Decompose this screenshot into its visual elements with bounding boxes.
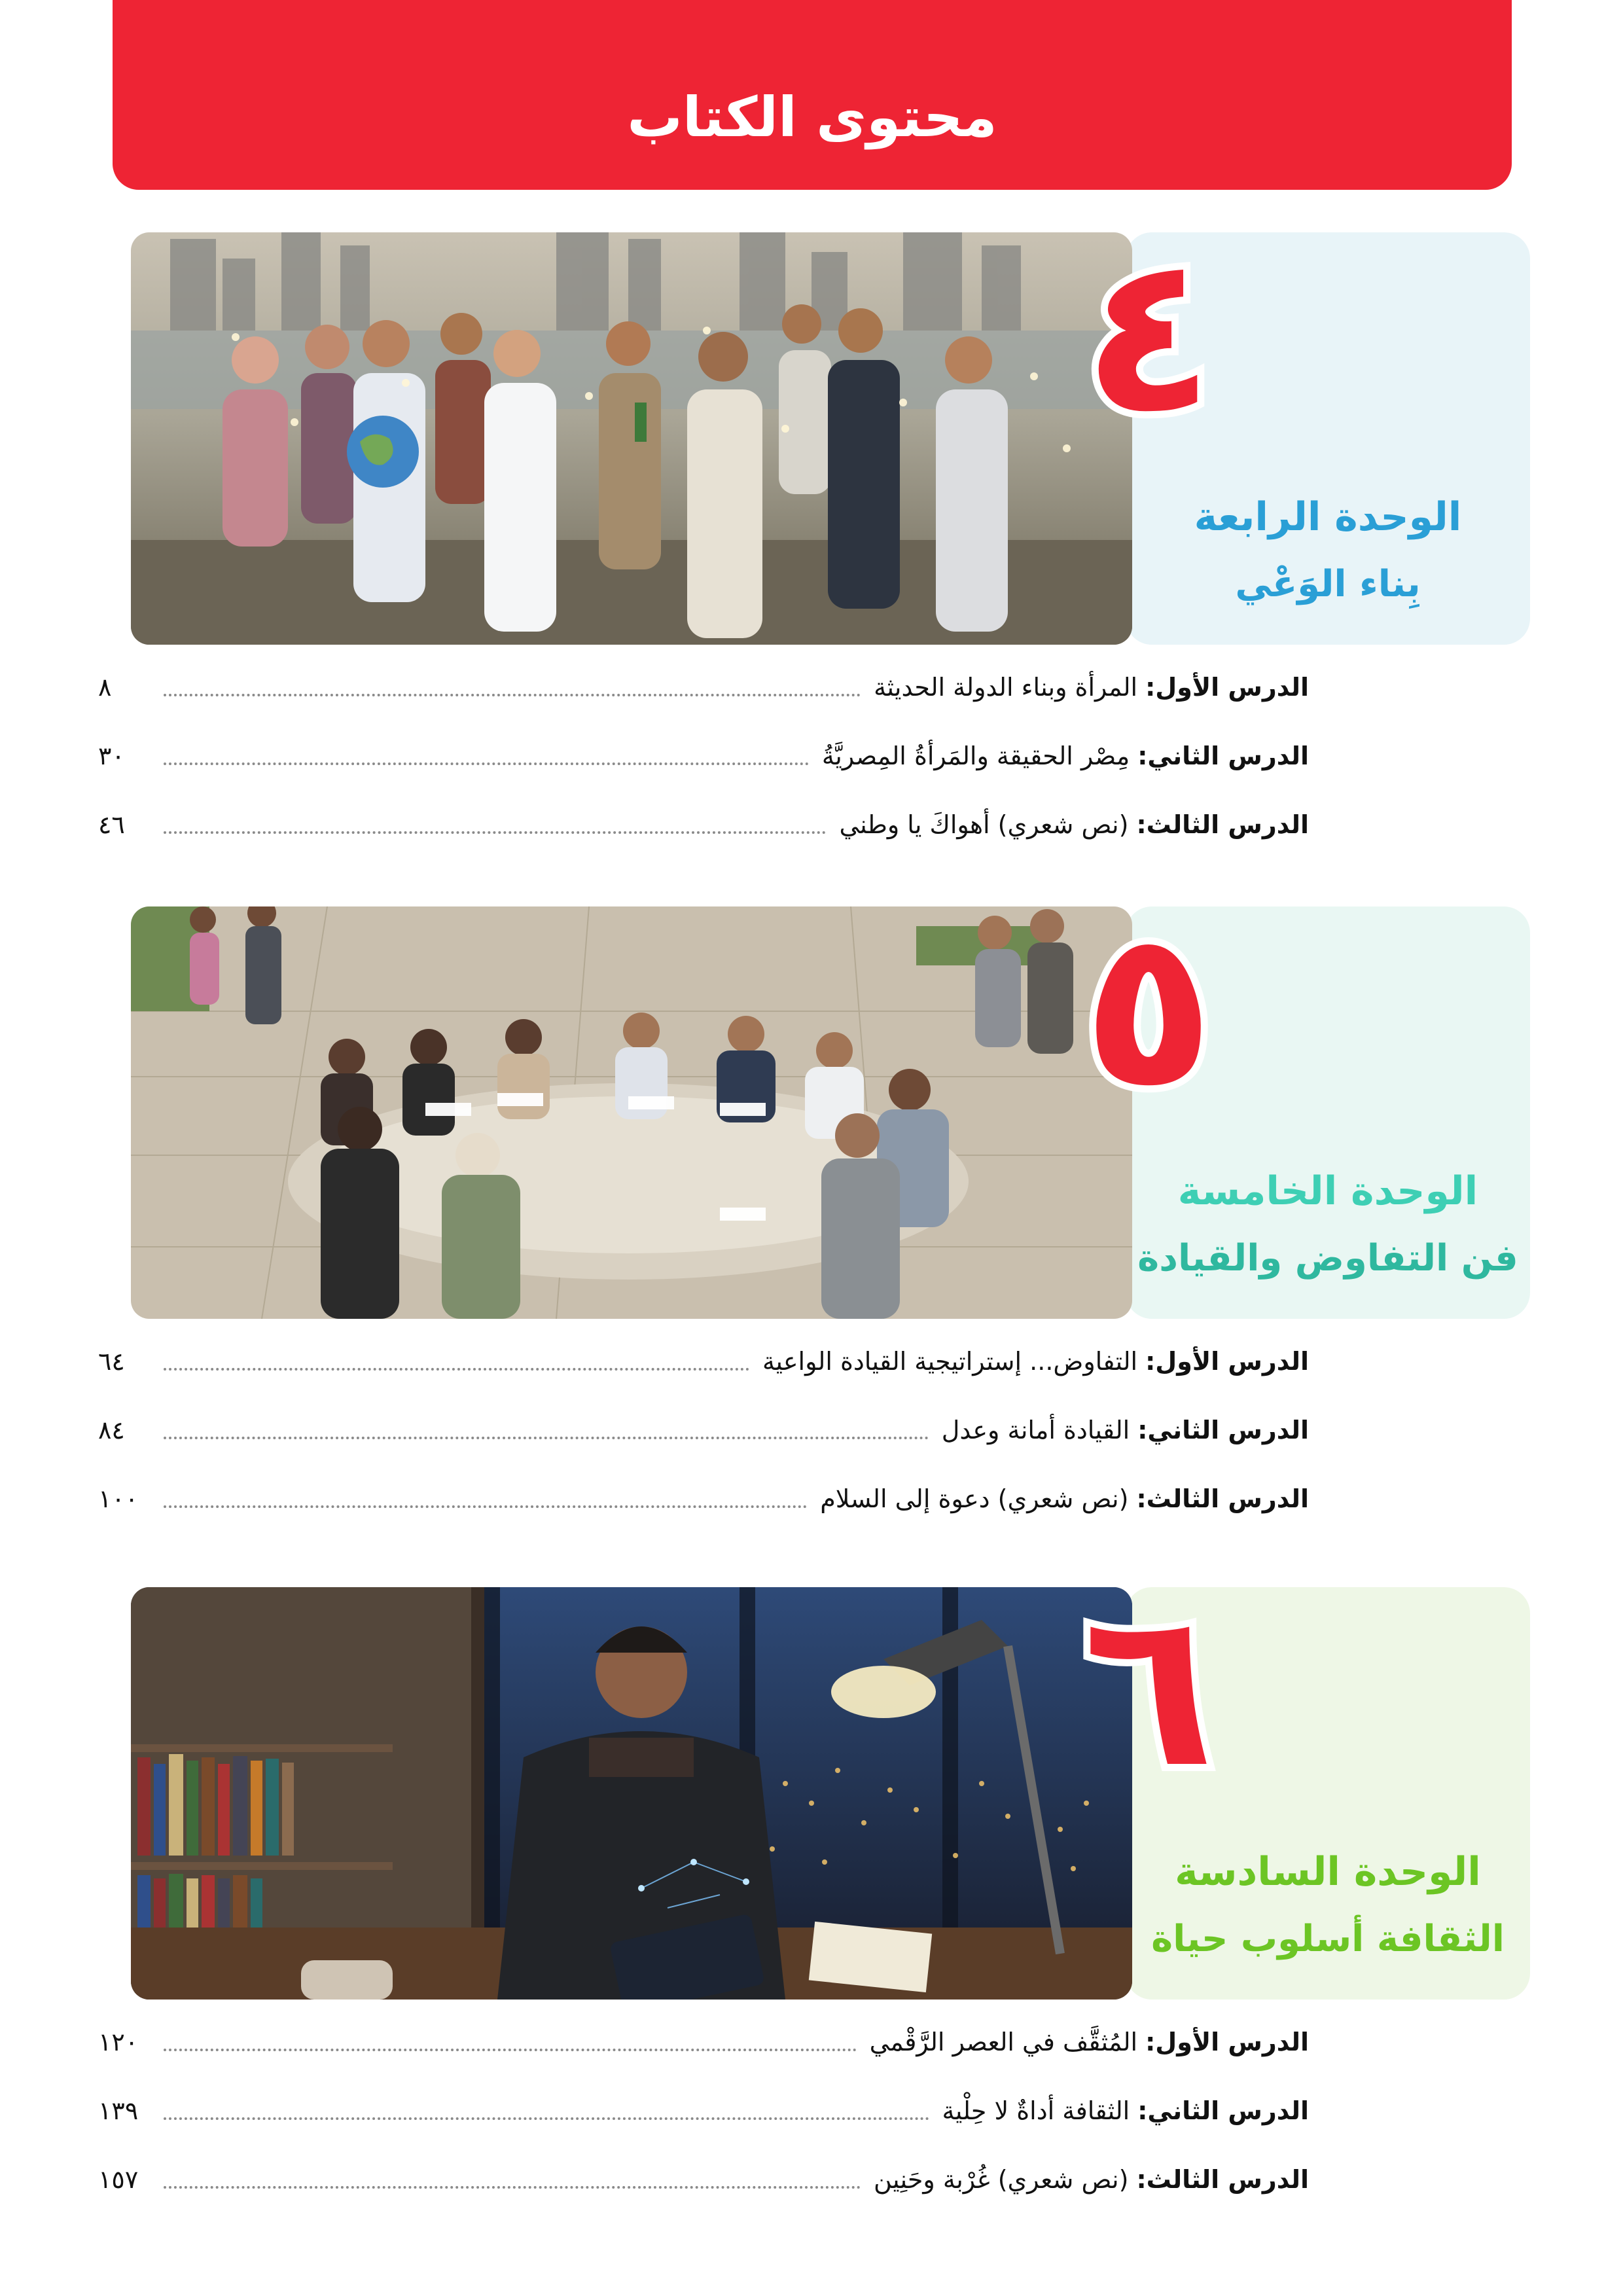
lesson-page-number: ٨٤ [98,1416,125,1444]
dot-leader [164,2117,929,2120]
lesson-row[interactable] [98,1335,1309,1388]
dot-leader [164,831,826,834]
unit-photo [131,906,1132,1319]
lesson-label: الدرس الثاني: [1137,2096,1309,2125]
dot-leader [164,694,861,696]
lesson-row[interactable] [98,661,1309,713]
lesson-title: مِصْر الحقيقة والمَرأةُ المِصريَّةُ [821,742,1130,770]
unit-number-icon [1041,1564,1257,1816]
unit-subtitle: الثقافة أسلوب حياة [1151,1918,1505,1960]
lesson-page-number: ٨ [98,673,112,702]
lesson-title: التفاوض... إستراتيجية القيادة الواعية [762,1347,1138,1376]
unit-5 [0,883,1623,1587]
dot-leader [164,762,809,765]
unit-number: ٥ [1082,883,1215,1134]
unit-4 [0,209,1623,913]
lesson-title: (نص شعري) دعوة إلى السلام [820,1484,1129,1513]
lesson-title: المرأة وبناء الدولة الحديثة [874,673,1138,702]
lesson-label: الدرس الثاني: [1137,1416,1309,1444]
lesson-label: الدرس الثالث: [1136,1484,1309,1513]
unit-subtitle: بِناء الوَعْي [1235,563,1421,605]
lesson-page-number: ١٥٧ [98,2165,139,2194]
lesson-title: (نص شعري) غُرْبة وحَنِين [874,2165,1129,2194]
lesson-page-number: ١٠٠ [98,1484,139,1513]
lesson-label: الدرس الأول: [1145,2028,1309,2056]
lesson-label: الدرس الأول: [1145,673,1309,702]
lesson-row[interactable] [98,1404,1309,1456]
lesson-page-number: ١٣٩ [98,2096,139,2125]
lesson-row[interactable] [98,1473,1309,1525]
lesson-label: الدرس الثالث: [1136,2165,1309,2194]
unit-number: ٤ [1082,209,1215,460]
lesson-title: الثقافة أداةٌ لا حِلْية [942,2096,1130,2125]
lesson-page-number: ٣٠ [98,742,125,770]
unit-number-icon [1041,209,1257,461]
lesson-title: (نص شعري) أهواكَ يا وطني [839,810,1129,839]
unit-name: الوحدة السادسة [1175,1849,1481,1895]
dot-leader [164,2186,861,2189]
lesson-label: الدرس الأول: [1145,1347,1309,1376]
lesson-title: المُثقَّف في العصر الرَّقْمي [869,2028,1138,2056]
unit-number: ٦ [1082,1564,1215,1815]
lesson-label: الدرس الثاني: [1137,742,1309,770]
lesson-page-number: ٤٦ [98,810,125,839]
dot-leader [164,1505,807,1508]
page-title: محتوى الكتاب [627,85,997,149]
lesson-row[interactable] [98,730,1309,782]
lesson-row[interactable] [98,798,1309,851]
dot-leader [164,1368,749,1371]
unit-number-icon [1041,883,1257,1136]
unit-6 [0,1564,1623,2268]
lesson-row[interactable] [98,2153,1309,2206]
lesson-title: القيادة أمانة وعدل [941,1416,1130,1444]
lesson-label: الدرس الثالث: [1136,810,1309,839]
header-banner [113,0,1512,190]
unit-name: الوحدة الخامسة [1177,1168,1478,1214]
dot-leader [164,2049,857,2051]
lesson-page-number: ٦٤ [98,1347,125,1376]
unit-subtitle: فن التفاوض والقيادة [1137,1237,1518,1280]
unit-name: الوحدة الرابعة [1194,494,1462,540]
lesson-row[interactable] [98,2016,1309,2068]
unit-photo [131,232,1132,645]
lesson-page-number: ١٢٠ [98,2028,139,2056]
dot-leader [164,1437,929,1439]
unit-photo [131,1587,1132,2000]
lesson-row[interactable] [98,2085,1309,2137]
